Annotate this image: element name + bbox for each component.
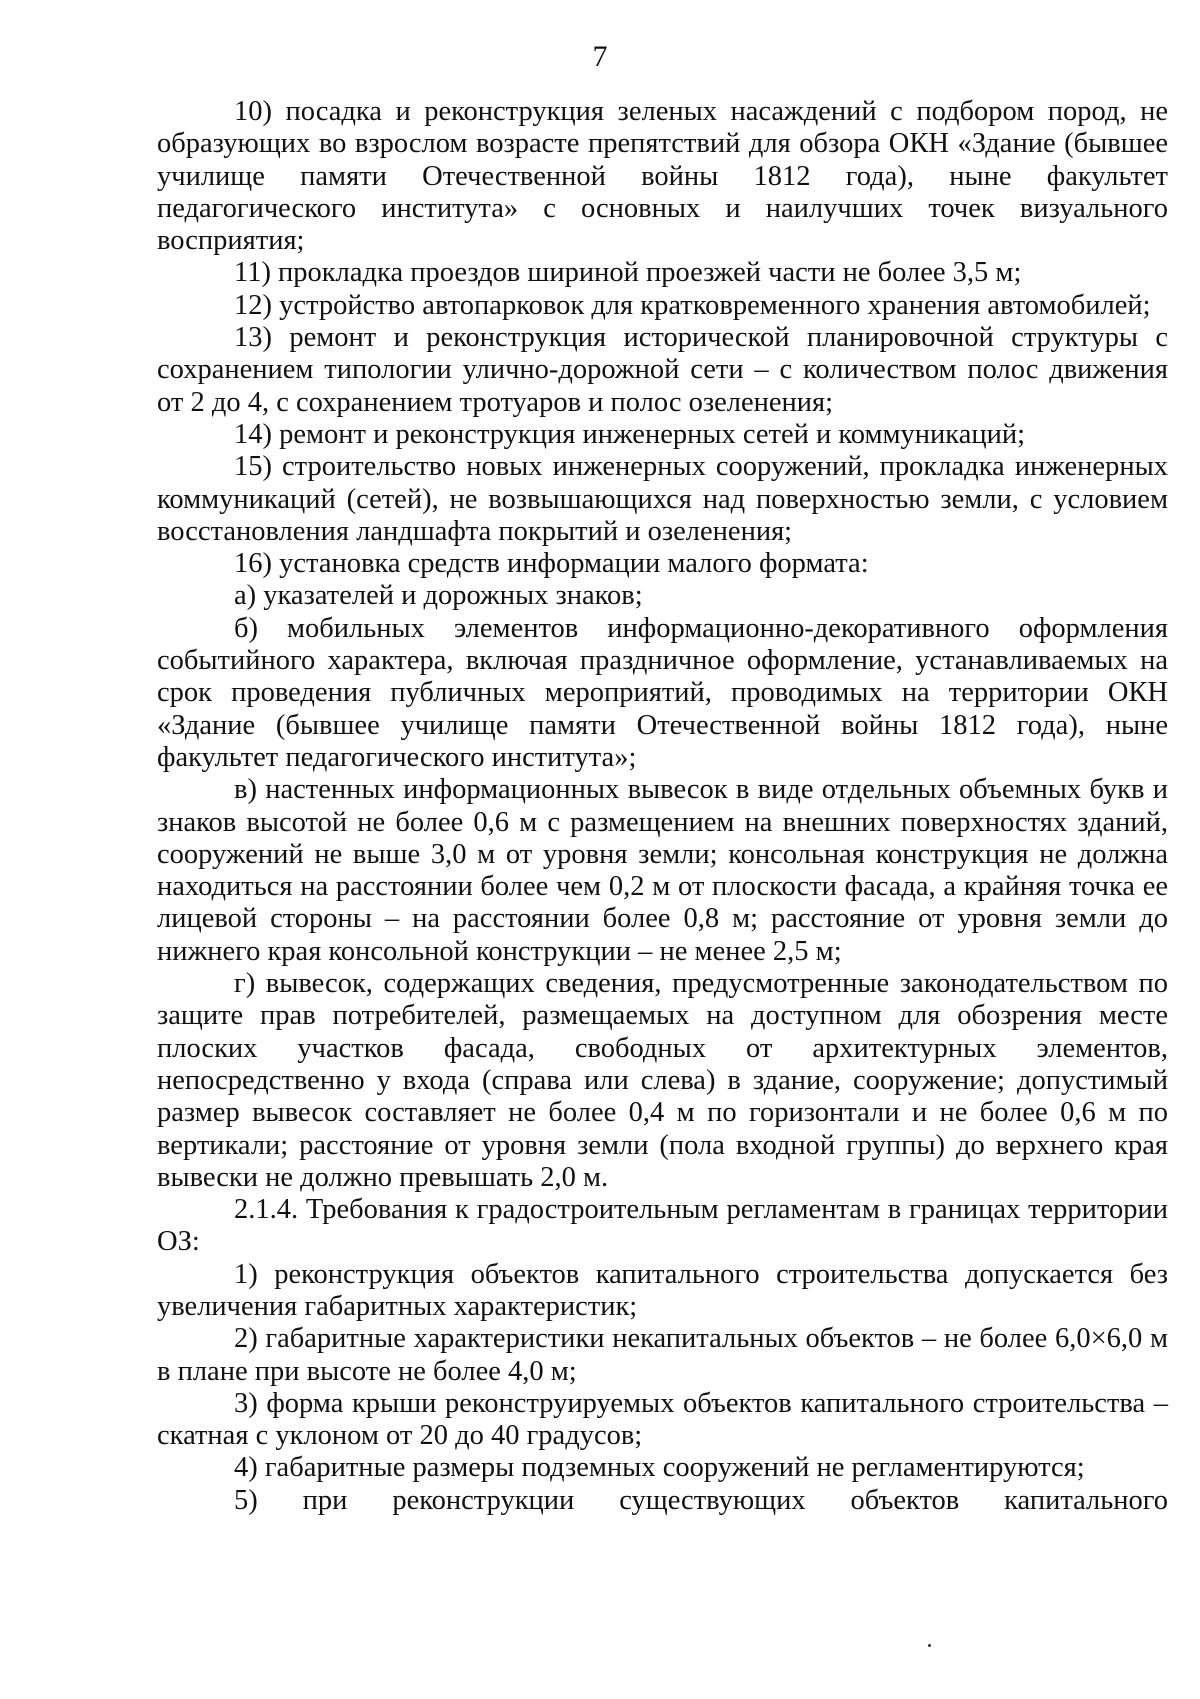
paragraph: 12) устройство автопарковок для кратковременного хранения автомобилей; xyxy=(234,289,1151,321)
paragraph: 15) строительство новых инженерных сооружений, прокладка инженерных коммуникаций (сетей), не возвышающихся над поверхностью земли, с условием восстановления ландшафта покрытий и озеленения; xyxy=(157,451,1168,547)
paragraph: в) настенных информационных вывесок в виде отдельных объемных букв и знаков высотой не более 0,6 м с размещением на внешних поверхностях зданий, сооружений не выше 3,0 м от уровня земли; консольная конструкция не должна находиться на расстоянии более чем 0,2 м от плоскости фасада, а крайняя точка ее лицевой стороны – на расстоянии более 0,8 м; расстояние от уровня земли до нижнего края консольной конструкции – не менее 2,5 м; xyxy=(157,774,1168,967)
paragraph: 10) посадка и реконструкция зеленых насаждений с подбором пород, не образующих во взрослом возрасте препятствий для обзора ОКН «Здание (бывшее училище памяти Отечественной войны 1812 года), ныне факультет педагогического института» с основных и наилучших точек визуального восприятия; xyxy=(157,96,1168,257)
paragraph: 4) габаритные размеры подземных сооружений не регламентируются; xyxy=(234,1452,1085,1484)
paragraph: б) мобильных элементов информационно-декоративного оформления событийного характера, включая праздничное оформление, устанавливаемых на срок проведения публичных мероприятий, проводимых на территории ОКН «Здание (бывшее училище памяти Отечественной войны 1812 года), ныне факультет педагогического института»; xyxy=(157,612,1168,773)
paragraph: а) указателей и дорожных знаков; xyxy=(234,580,643,612)
paragraph: 16) установка средств информации малого формата: xyxy=(234,548,869,580)
paragraph: 14) ремонт и реконструкция инженерных сетей и коммуникаций; xyxy=(234,418,1026,450)
paragraph-continued: 5) при реконструкции существующих объектов капитального xyxy=(234,1484,1168,1516)
paragraph: 13) ремонт и реконструкция исторической планировочной структуры с сохранением типологии улично-дорожной сети – с количеством полос движения от 2 до 4, с сохранением тротуаров и полос озеленения; xyxy=(157,322,1168,418)
document-body xyxy=(157,96,1168,1517)
paragraph: 2.1.4. Требования к градостроительным регламентам в границах территории ОЗ: xyxy=(157,1194,1168,1258)
paragraph: 11) прокладка проездов шириной проезжей части не более 3,5 м; xyxy=(234,257,1022,289)
paragraph: 3) форма крыши реконструируемых объектов капитального строительства – скатная с уклоном от 20 до 40 градусов; xyxy=(157,1387,1168,1452)
page-number: 7 xyxy=(592,40,608,73)
scan-speck xyxy=(928,1644,931,1647)
paragraph: г) вывесок, содержащих сведения, предусмотренные законодательством по защите прав потребителей, размещаемых на доступном для обозрения месте плоских участков фасада, свободных от архитектурных элементов, непосредственно у входа (справа или слева) в здание, сооружение; допустимый размер вывесок составляет не более 0,4 м по горизонтали и не более 0,6 м по вертикали; расстояние от уровня земли (пола входной группы) до верхнего края вывески не должно превышать 2,0 м. xyxy=(157,968,1168,1193)
paragraph: 2) габаритные характеристики некапитальных объектов – не более 6,0×6,0 м в плане при высоте не более 4,0 м; xyxy=(157,1323,1168,1387)
paragraph: 1) реконструкция объектов капитального строительства допускается без увеличения габаритных характеристик; xyxy=(157,1258,1168,1322)
